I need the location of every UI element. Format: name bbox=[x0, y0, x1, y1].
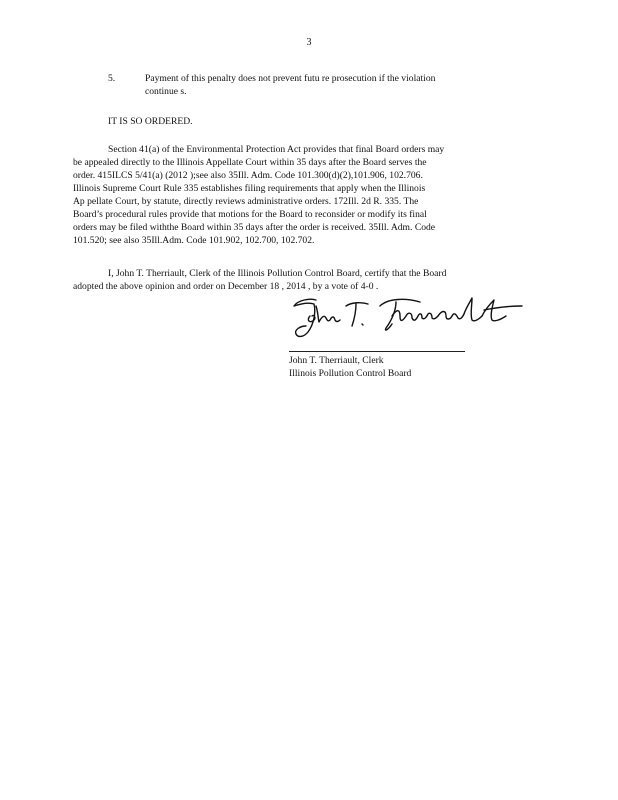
signer-title: Illinois Pollution Control Board bbox=[289, 368, 412, 379]
handwritten-signature bbox=[288, 292, 528, 344]
paragraph-line: adopted the above opinion and order on December 18 , 2014 , by a vote of 4-0 . bbox=[73, 281, 379, 292]
paragraph-line: Section 41(a) of the Environmental Protection Act provides that final Board orders may bbox=[108, 144, 445, 155]
paragraph-line: I, John T. Therriault, Clerk of the Illinois Pollution Control Board, certify that the Board bbox=[108, 268, 447, 279]
paragraph-line: 101.520; see also 35Ill.Adm. Code 101.902, 102.700, 102.702. bbox=[73, 235, 315, 246]
clerk-certification-paragraph bbox=[73, 267, 533, 293]
paragraph-line: Board’s procedural rules provide that motions for the Board to reconsider or modify its final bbox=[73, 209, 427, 220]
signer-block bbox=[289, 354, 411, 380]
appeal-rights-paragraph bbox=[73, 143, 533, 247]
paragraph-line: Ap pellate Court, by statute, directly reviews administrative orders. 172Ill. 2d R. 335. The bbox=[73, 196, 419, 207]
item-line: continue s. bbox=[145, 86, 187, 97]
paragraph-line: be appealed directly to the Illinois Appellate Court within 35 days after the Board serves the bbox=[73, 157, 427, 168]
signature-line bbox=[289, 351, 465, 352]
paragraph-line: Illinois Supreme Court Rule 335 establishes filing requirements that apply when the Illinois bbox=[73, 183, 426, 194]
page-number: 3 bbox=[306, 37, 312, 48]
so-ordered-line: IT IS SO ORDERED. bbox=[108, 116, 193, 127]
item-text bbox=[145, 72, 525, 98]
paragraph-line: orders may be filed withthe Board within 35 days after the order is received. 35Ill. Adm. Code bbox=[73, 222, 436, 233]
item-line: Payment of this penalty does not prevent futu re prosecution if the violation bbox=[145, 73, 436, 84]
paragraph-line: order. 415ILCS 5/41(a) (2012 );see also 35Ill. Adm. Code 101.300(d)(2),101.906, 102.706. bbox=[73, 170, 423, 181]
signer-name: John T. Therriault, Clerk bbox=[289, 355, 384, 366]
item-number: 5. bbox=[108, 73, 116, 84]
